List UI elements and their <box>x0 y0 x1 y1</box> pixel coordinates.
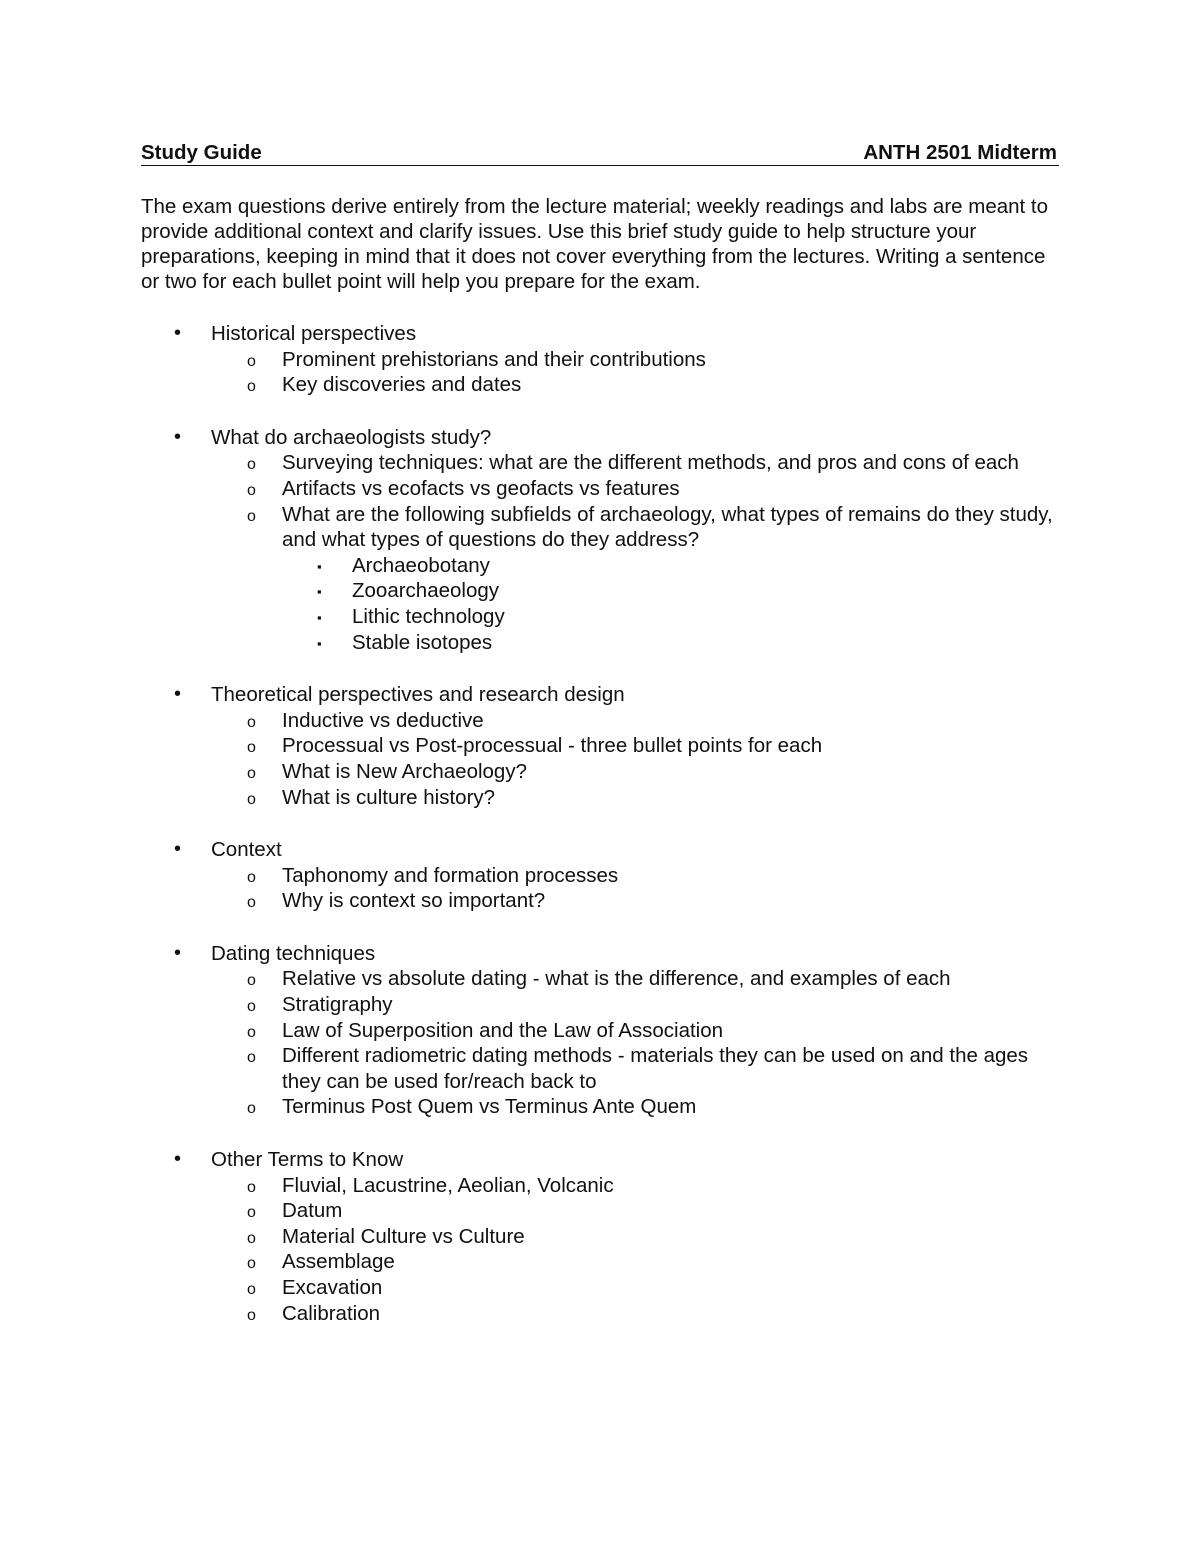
subitem-text: Lithic technology <box>352 604 505 628</box>
circle-bullet-icon: o <box>247 456 256 474</box>
circle-bullet-icon: o <box>247 1204 256 1222</box>
item-text: Law of Superposition and the Law of Association <box>282 1018 724 1042</box>
subitem-text: Archaeobotany <box>352 553 490 577</box>
circle-bullet-icon: o <box>247 998 256 1016</box>
list-item <box>141 1173 1059 1199</box>
list-item <box>141 682 1059 708</box>
item-text: Terminus Post Quem vs Terminus Ante Quem <box>282 1095 697 1119</box>
list-item <box>141 372 1059 398</box>
list-item <box>141 733 1059 759</box>
item-text: Artifacts vs ecofacts vs geofacts vs features <box>282 476 680 500</box>
list-item <box>141 1249 1059 1275</box>
circle-bullet-icon: o <box>247 481 256 499</box>
circle-bullet-icon: o <box>247 1255 256 1273</box>
list-item <box>141 1224 1059 1250</box>
circle-bullet-icon: o <box>247 1306 256 1324</box>
square-bullet-icon: ▪ <box>317 635 322 651</box>
circle-bullet-icon: o <box>247 1023 256 1041</box>
circle-bullet-icon: o <box>247 713 256 731</box>
bullet-icon: • <box>174 322 182 344</box>
item-text: Why is context so important? <box>282 889 546 913</box>
list-item <box>141 1043 1059 1094</box>
header-title: Study Guide <box>141 141 262 164</box>
circle-bullet-icon: o <box>247 1229 256 1247</box>
item-text: Assemblage <box>282 1250 395 1274</box>
circle-bullet-icon: o <box>247 972 256 990</box>
circle-bullet-icon: o <box>247 1178 256 1196</box>
item-text: What is culture history? <box>282 785 496 809</box>
list-item <box>141 604 1059 630</box>
circle-bullet-icon: o <box>247 739 256 757</box>
item-text: Key discoveries and dates <box>282 373 522 397</box>
item-text: Prominent prehistorians and their contributions <box>282 347 706 371</box>
item-text: Fluvial, Lacustrine, Aeolian, Volcanic <box>282 1173 614 1197</box>
list-item <box>141 630 1059 656</box>
item-text: Processual vs Post-processual - three bullet points for each <box>282 734 823 758</box>
list-item <box>141 941 1059 967</box>
section-title: Historical perspectives <box>211 322 417 345</box>
list-item <box>141 502 1059 553</box>
section-dating-techniques <box>141 941 1059 1120</box>
circle-bullet-icon: o <box>247 378 256 396</box>
list-item <box>141 759 1059 785</box>
header-course: ANTH 2501 Midterm <box>863 141 1057 164</box>
list-item <box>141 1147 1059 1173</box>
circle-bullet-icon: o <box>247 868 256 886</box>
item-text: Excavation <box>282 1276 383 1299</box>
section-title: Other Terms to Know <box>211 1148 404 1172</box>
list-item <box>141 863 1059 889</box>
bullet-icon: • <box>174 425 182 448</box>
list-item <box>141 888 1059 914</box>
bullet-icon: • <box>174 838 182 861</box>
list-item <box>141 476 1059 502</box>
list-item <box>141 1018 1059 1044</box>
item-text: Different radiometric dating methods - materials they can be used on and the ages they can be used for/reach back to <box>282 1044 1029 1093</box>
list-item <box>141 553 1059 579</box>
section-other-terms <box>141 1147 1059 1326</box>
bullet-icon: • <box>174 683 182 706</box>
list-item <box>141 347 1059 373</box>
item-text: Stratigraphy <box>282 993 393 1017</box>
circle-bullet-icon: o <box>247 764 256 782</box>
list-item <box>141 992 1059 1018</box>
subitem-text: Stable isotopes <box>352 630 493 654</box>
section-title: Dating techniques <box>211 941 376 965</box>
section-title: What do archaeologists study? <box>211 425 492 449</box>
item-text: Datum <box>282 1199 343 1223</box>
circle-bullet-icon: o <box>247 352 256 370</box>
square-bullet-icon: ▪ <box>317 609 322 625</box>
list-item <box>141 785 1059 811</box>
list-item <box>141 1094 1059 1120</box>
subitem-text: Zooarchaeology <box>352 579 500 603</box>
list-item <box>141 966 1059 992</box>
item-text: Surveying techniques: what are the different methods, and pros and cons of each <box>282 451 1019 475</box>
circle-bullet-icon: o <box>247 894 256 912</box>
section-historical-perspectives <box>141 321 1059 398</box>
item-text: What are the following subfields of archaeology, what types of remains do they study, and what types of questions do they address? <box>282 502 1053 552</box>
list-item <box>141 837 1059 863</box>
square-bullet-icon: ▪ <box>317 558 322 574</box>
item-text: Relative vs absolute dating - what is the difference, and examples of each <box>282 967 951 991</box>
list-item <box>141 578 1059 604</box>
list-item <box>141 708 1059 734</box>
list-item <box>141 1275 1059 1301</box>
list-item <box>141 450 1059 476</box>
list-item <box>141 321 1059 347</box>
section-what-archaeologists-study <box>141 425 1059 655</box>
square-bullet-icon: ▪ <box>317 584 322 600</box>
section-title: Context <box>211 838 282 862</box>
item-text: What is New Archaeology? <box>282 759 527 783</box>
circle-bullet-icon: o <box>247 1100 256 1118</box>
document-page <box>141 140 1059 1326</box>
section-title: Theoretical perspectives and research design <box>211 683 625 707</box>
circle-bullet-icon: o <box>247 790 256 808</box>
intro-paragraph: The exam questions derive entirely from the lecture material; weekly readings and labs are meant to provide additional context and clarify issues. Use this brief study guide to help structure your preparations, keeping in mind that it does not cover everything from the lectures. Writing a sentence or two for each bullet point will help you prepare for the exam. <box>141 195 1049 293</box>
bullet-icon: • <box>174 1148 182 1171</box>
circle-bullet-icon: o <box>247 1281 256 1298</box>
item-text: Calibration <box>282 1301 380 1325</box>
document-header <box>141 140 1059 166</box>
list-item <box>141 1198 1059 1224</box>
list-item <box>141 425 1059 451</box>
item-text: Taphonomy and formation processes <box>282 863 619 887</box>
item-text: Inductive vs deductive <box>282 708 484 732</box>
bullet-icon: • <box>174 941 182 964</box>
section-context <box>141 837 1059 914</box>
section-theoretical-perspectives <box>141 682 1059 810</box>
list-item <box>141 1301 1059 1327</box>
circle-bullet-icon: o <box>247 507 256 525</box>
circle-bullet-icon: o <box>247 1049 256 1067</box>
item-text: Material Culture vs Culture <box>282 1224 525 1248</box>
